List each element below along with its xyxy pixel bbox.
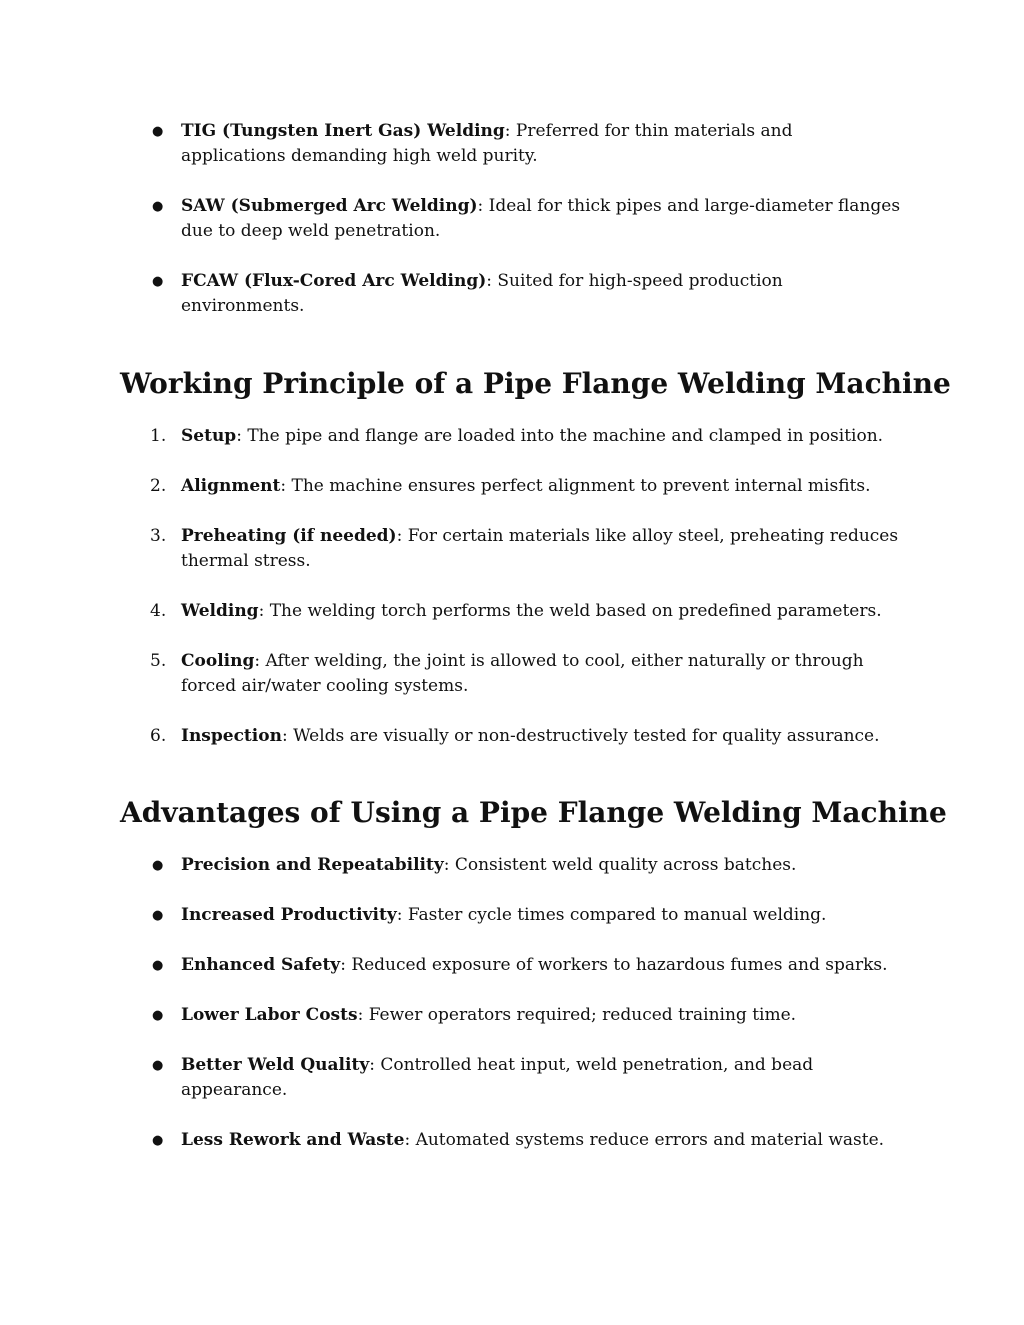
list-item <box>0 1003 901 1028</box>
list-item <box>0 194 901 244</box>
item-term: Less Rework and Waste <box>181 1130 405 1150</box>
list-item <box>0 853 901 878</box>
bullet-marker: ● <box>152 958 164 973</box>
item-term: Preheating (if needed) <box>181 526 397 546</box>
step-number: 6. <box>150 726 167 746</box>
list-item <box>0 724 901 749</box>
item-term: Alignment <box>181 476 281 496</box>
bullet-marker: ● <box>152 1133 164 1148</box>
welding-types-list <box>0 119 1024 319</box>
item-description: : Faster cycle times compared to manual welding. <box>396 905 827 925</box>
item-description: : The machine ensures perfect alignment to prevent internal misfits. <box>280 476 871 496</box>
item-term: Increased Productivity <box>181 905 397 925</box>
bullet-marker: ● <box>152 1058 164 1073</box>
item-term: Lower Labor Costs <box>181 1005 358 1025</box>
item-description: : Welds are visually or non-destructively tested for quality assurance. <box>281 726 880 746</box>
bullet-marker: ● <box>152 858 164 873</box>
bullet-marker: ● <box>152 274 164 289</box>
list-item <box>0 953 901 978</box>
list-item <box>0 1128 901 1153</box>
item-description: : For certain materials like alloy steel, preheating reduces thermal stress. <box>181 526 899 571</box>
item-description: : Controlled heat input, weld penetration, and bead appearance. <box>181 1055 814 1100</box>
item-term: FCAW (Flux-Cored Arc Welding) <box>181 271 487 291</box>
list-item <box>0 649 901 699</box>
list-item <box>0 269 901 319</box>
item-term: TIG (Tungsten Inert Gas) Welding <box>181 121 505 141</box>
step-number: 1. <box>150 426 167 446</box>
item-description: : Reduced exposure of workers to hazardous fumes and sparks. <box>340 955 888 975</box>
list-item <box>0 903 901 928</box>
item-term: SAW (Submerged Arc Welding) <box>181 196 478 216</box>
section-heading-working-principle: Working Principle of a Pipe Flange Welding Machine <box>120 367 951 400</box>
list-item <box>0 119 901 169</box>
step-number: 2. <box>150 476 167 496</box>
item-term: Cooling <box>181 651 255 671</box>
list-item <box>0 424 901 449</box>
list-item <box>0 599 901 624</box>
step-number: 5. <box>150 651 167 671</box>
list-item <box>0 524 901 574</box>
item-description: : The welding torch performs the weld based on predefined parameters. <box>258 601 882 621</box>
item-term: Welding <box>181 601 259 621</box>
item-term: Precision and Repeatability <box>181 855 444 875</box>
item-term: Enhanced Safety <box>181 955 341 975</box>
item-description: : Consistent weld quality across batches. <box>443 855 797 875</box>
list-item <box>0 474 901 499</box>
item-description: : Preferred for thin materials and applications demanding high weld purity. <box>181 121 793 166</box>
item-description: : Automated systems reduce errors and material waste. <box>404 1130 885 1150</box>
item-term: Setup <box>181 426 237 446</box>
item-description: : Suited for high-speed production environments. <box>181 271 783 316</box>
step-number: 4. <box>150 601 167 621</box>
advantages-list <box>0 853 1024 1153</box>
bullet-marker: ● <box>152 1008 164 1023</box>
item-term: Better Weld Quality <box>181 1055 370 1075</box>
bullet-marker: ● <box>152 908 164 923</box>
bullet-marker: ● <box>152 199 164 214</box>
list-item <box>0 1053 901 1103</box>
item-description: : Fewer operators required; reduced training time. <box>357 1005 797 1025</box>
item-description: : Ideal for thick pipes and large-diameter flanges due to deep weld penetration. <box>181 196 901 241</box>
section-heading-advantages: Advantages of Using a Pipe Flange Welding Machine <box>120 796 947 829</box>
step-number: 3. <box>150 526 167 546</box>
working-principle-steps <box>0 424 1024 749</box>
bullet-marker: ● <box>152 124 164 139</box>
item-term: Inspection <box>181 726 282 746</box>
item-description: : The pipe and flange are loaded into the machine and clamped in position. <box>236 426 884 446</box>
item-description: : After welding, the joint is allowed to cool, either naturally or through forced air/water cooling systems. <box>181 651 864 696</box>
